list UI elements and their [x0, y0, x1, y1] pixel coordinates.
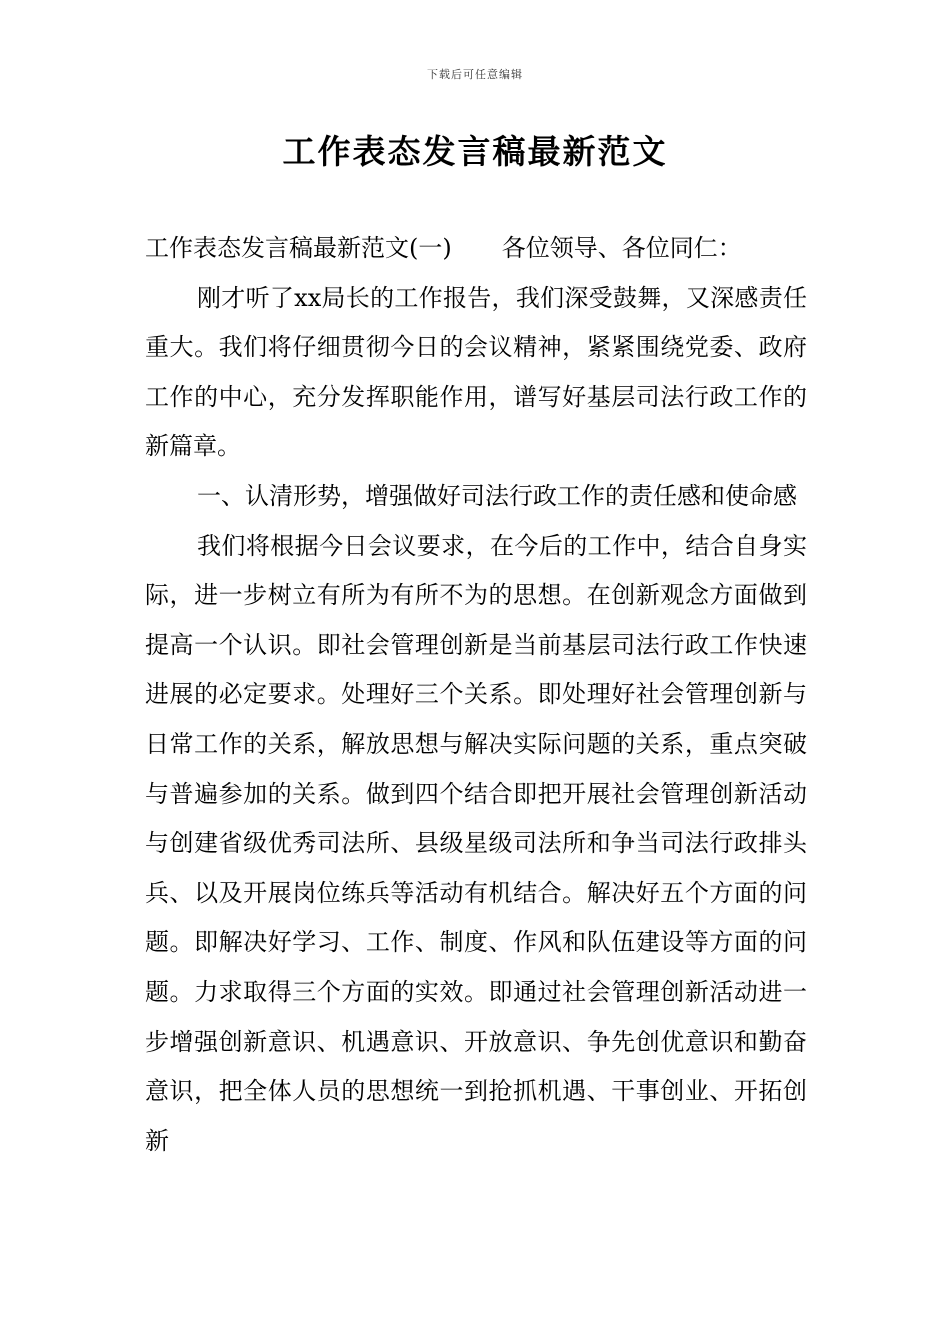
header-note: 下载后可任意编辑: [427, 68, 523, 81]
paragraph-body: 我们将根据今日会议要求，在今后的工作中，结合自身实际，进一步树立有所为有所不为的思想。在创新观念方面做到提高一个认识。即社会管理创新是当前基层司法行政工作快速进展的必定要求。处理好三个关系。即处理好社会管理创新与日常工作的关系，解放思想与解决实际问题的关系，重点突破与普遍参加的关系。做到四个结合即把开展社会管理创新活动与创建省级优秀司法所、县级星级司法所和争当司法行政排头兵、以及开展岗位练兵等活动有机结合。解决好五个方面的问题。即解决好学习、工作、制度、作风和队伍建设等方面的问题。力求取得三个方面的实效。即通过社会管理创新活动进一步增强创新意识、机遇意识、开放意识、争先创优意识和勤奋意识，把全体人员的思想统一到抢抓机遇、干事创业、开拓创新: [145, 531, 807, 1155]
intro-subtitle: 工作表态发言稿最新范文(一): [145, 234, 452, 262]
document-body: [145, 224, 807, 1166]
intro-line: [145, 224, 807, 274]
section-heading-1: 一、认清形势，增强做好司法行政工作的责任感和使命感: [197, 481, 797, 510]
intro-greeting: 各位领导、各位同仁：: [501, 234, 742, 262]
paragraph-opening: 刚才听了xx局长的工作报告，我们深受鼓舞，又深感责任重大。我们将仔细贯彻今日的会议精神，紧紧围绕党委、政府工作的中心，充分发挥职能作用，谱写好基层司法行政工作的新篇章。: [145, 283, 807, 461]
document-title: 工作表态发言稿最新范文: [282, 132, 668, 171]
